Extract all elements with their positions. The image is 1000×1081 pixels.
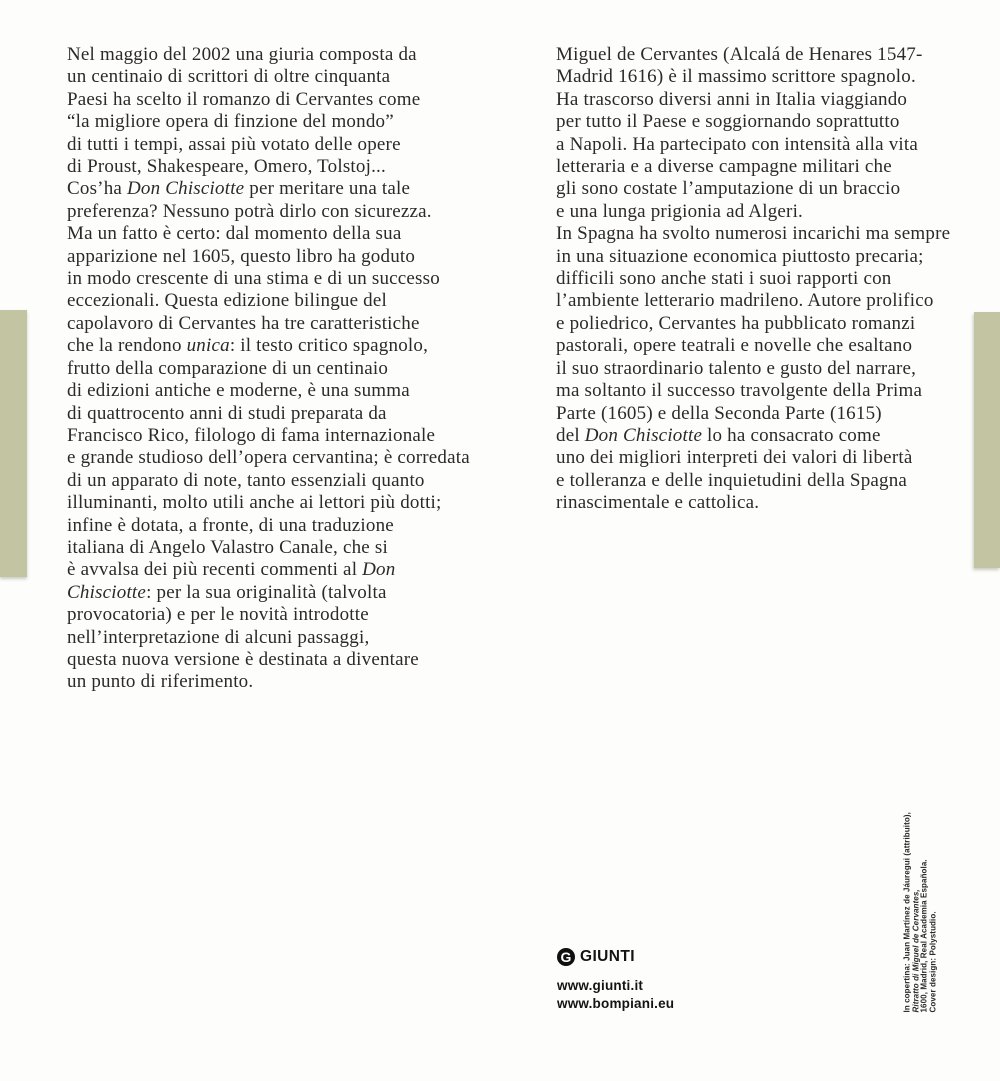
- text-line: Ritratto di Miguel de Cervantes,: [911, 889, 920, 1013]
- text-line: Chisciotte: per la sua originalità (talvolta: [67, 581, 387, 603]
- text-line: del Don Chisciotte lo ha consacrato come: [556, 424, 881, 446]
- publisher-urls: [557, 977, 674, 1012]
- text-line: difficili sono anche stati i suoi rapporti con: [556, 268, 892, 290]
- text-line: provocatoria) e per le novità introdotte: [67, 604, 369, 626]
- text-line: pastorali, opere teatrali e novelle che esaltano: [556, 335, 913, 357]
- text-line: gli sono costate l’amputazione di un braccio: [556, 178, 901, 200]
- text-line: questa nuova versione è destinata a diventare: [67, 648, 419, 670]
- text-line: in una situazione economica piuttosto precaria;: [556, 245, 924, 267]
- text-line: uno dei migliori interpreti dei valori di libertà: [556, 447, 913, 469]
- publisher-block: [557, 948, 674, 1012]
- text-line: infine è dotata, a fronte, di una traduzione: [67, 514, 394, 536]
- text-line: frutto della comparazione di un centinaio: [67, 357, 389, 379]
- text-line: e una lunga prigionia ad Algeri.: [556, 200, 803, 222]
- text-line: Cover design: Polystudio.: [928, 911, 937, 1013]
- giunti-logo-text: GIUNTI: [580, 948, 635, 965]
- text-line: preferenza? Nessuno potrà dirlo con sicurezza.: [67, 200, 432, 222]
- text-line: rinascimentale e cattolica.: [556, 492, 760, 514]
- text-line: di tutti i tempi, assai più votato delle opere: [67, 133, 401, 155]
- text-line: In Spagna ha svolto numerosi incarichi ma sempre: [556, 223, 951, 245]
- text-line: italiana di Angelo Valastro Canale, che si: [67, 536, 388, 558]
- cover-credits: [904, 788, 938, 1013]
- text-line: In copertina: Juan Martínez de Jáuregui (attribuito),: [902, 812, 912, 1013]
- text-line: e tolleranza e delle inquietudini della Spagna: [556, 469, 908, 491]
- text-line: 1600, Madrid, Real Academia Española.: [919, 859, 929, 1013]
- text-line: eccezionali. Questa edizione bilingue del: [67, 290, 387, 312]
- text-line: per tutto il Paese e soggiornando soprattutto: [556, 111, 900, 133]
- text-line: di Proust, Shakespeare, Omero, Tolstoj...: [67, 156, 386, 178]
- giunti-logo-icon: G: [557, 948, 575, 966]
- text-line: a Napoli. Ha partecipato con intensità alla vita: [556, 133, 919, 155]
- text-line: www.bompiani.eu: [557, 995, 675, 1011]
- left-accent-bar: [0, 310, 27, 577]
- text-line: Paesi ha scelto il romanzo di Cervantes come: [67, 88, 421, 110]
- text-line: Ma un fatto è certo: dal momento della sua: [67, 223, 402, 245]
- text-line: Parte (1605) e della Seconda Parte (1615): [556, 402, 882, 424]
- text-line: Ha trascorso diversi anni in Italia viaggiando: [556, 88, 908, 110]
- text-line: di un apparato di note, tanto essenziali quanto: [67, 469, 425, 491]
- giunti-logo: [557, 948, 674, 966]
- left-column-text: [67, 44, 507, 694]
- text-line: nell’interpretazione di alcuni passaggi,: [67, 626, 370, 648]
- text-line: e grande studioso dell’opera cervantina; è corredata: [67, 447, 470, 469]
- text-line: capolavoro di Cervantes ha tre caratteristiche: [67, 312, 420, 334]
- text-line: “la migliore opera di finzione del mondo”: [67, 111, 394, 133]
- text-line: Madrid 1616) è il massimo scrittore spagnolo.: [556, 66, 916, 88]
- text-line: www.giunti.it: [557, 978, 644, 993]
- text-line: Nel maggio del 2002 una giuria composta da: [67, 44, 417, 65]
- text-line: è avvalsa dei più recenti commenti al Don: [67, 559, 396, 581]
- text-line: Cos’ha Don Chisciotte per meritare una tale: [67, 178, 411, 200]
- text-line: apparizione nel 1605, questo libro ha goduto: [67, 245, 416, 267]
- text-line: il suo straordinario talento e gusto del narrare,: [556, 357, 917, 379]
- text-line: che la rendono unica: il testo critico spagnolo,: [67, 335, 429, 357]
- text-line: illuminanti, molto utili anche ai lettori più dotti;: [67, 492, 442, 514]
- text-line: in modo crescente di una stima e di un successo: [67, 268, 440, 290]
- text-line: Miguel de Cervantes (Alcalá de Henares 1547-: [556, 44, 923, 65]
- text-line: e poliedrico, Cervantes ha pubblicato romanzi: [556, 312, 916, 334]
- text-line: di quattrocento anni di studi preparata da: [67, 402, 387, 424]
- text-line: l’ambiente letterario madrileno. Autore prolifico: [556, 290, 934, 312]
- right-column-text: [556, 44, 996, 515]
- text-line: letteraria e a diverse campagne militari che: [556, 156, 892, 178]
- text-line: di edizioni antiche e moderne, è una summa: [67, 380, 410, 402]
- text-line: un punto di riferimento.: [67, 671, 254, 693]
- text-line: un centinaio di scrittori di oltre cinquanta: [67, 66, 391, 88]
- text-line: ma soltanto il successo travolgente della Prima: [556, 380, 923, 402]
- text-line: Francisco Rico, filologo di fama internazionale: [67, 424, 436, 446]
